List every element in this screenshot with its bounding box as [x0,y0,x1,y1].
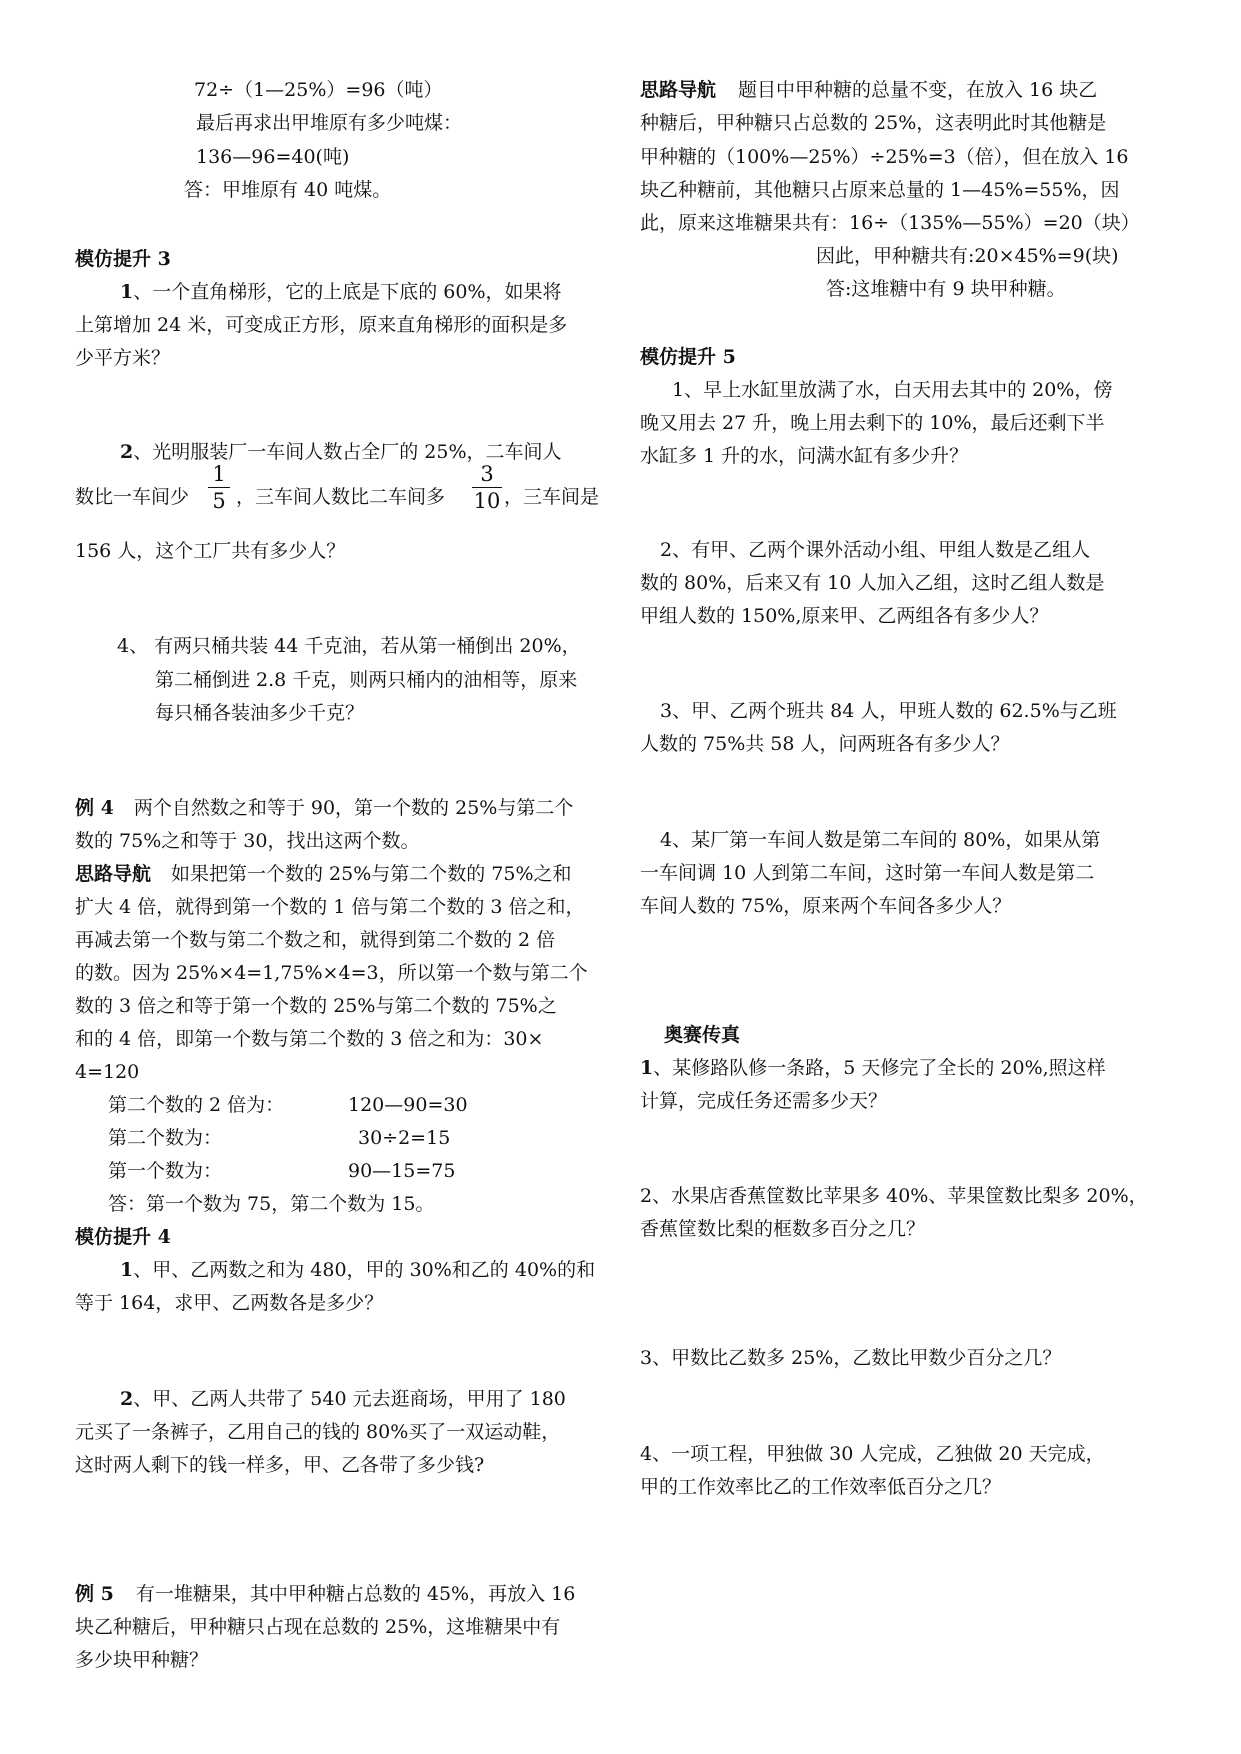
fraction-denominator: 10 [473,489,501,513]
fraction-numerator: 1 [212,462,226,486]
guide-4-line-6: 和的 4 倍，即第一个数与第二个数的 3 倍之和为：30× [75,1028,544,1050]
olympiad-4-line-2: 甲的工作效率比乙的工作效率低百分之几？ [640,1476,1002,1498]
example-5-label: 例 5 [75,1583,114,1605]
olympiad-1-line-2: 计算，完成任务还需多少天？ [640,1090,888,1112]
example-4-line-2: 数的 75%之和等于 30，找出这两个数。 [75,830,420,852]
olympiad-1-line-1: 1、某修路队修一条路，5 天修完了全长的 20%,照这样 [640,1057,1106,1079]
guide-5-line-3: 甲种糖的（100%—25%）÷25%=3（倍），但在放入 16 [640,146,1129,168]
problem-3-1-line-1: 1、一个直角梯形，它的上底是下底的 60%，如果将 [120,281,562,303]
problem-5-4-line-3: 车间人数的 75%，原来两个车间各多少人？ [640,895,1012,917]
section-heading-olympiad: 奥赛传真 [664,1024,741,1046]
section-heading-5: 模仿提升 5 [640,346,736,368]
guide-5-line-1: 思路导航 题目中甲种糖的总量不变，在放入 16 块乙 [640,79,1098,101]
olympiad-2-line-2: 香蕉筐数比梨的框数多百分之几？ [640,1218,926,1240]
problem-5-2-line-2: 数的 80%，后来又有 10 人加入乙组，这时乙组人数是 [640,572,1105,594]
olympiad-2-line-1: 2、水果店香蕉筐数比苹果多 40%、苹果筐数比梨多 20%， [640,1185,1148,1207]
step-3-value: 90—15=75 [348,1160,456,1182]
problem-5-2-line-1: 2、有甲、乙两个课外活动小组、甲组人数是乙组人 [660,539,1091,561]
example-4-line-1: 例 4 两个自然数之和等于 90，第一个数的 25%与第二个 [75,797,574,819]
fraction-bar [472,487,502,488]
step-1-label: 第二个数的 2 倍为： [108,1094,285,1116]
step-1-value: 120—90=30 [348,1094,468,1116]
example-5-line-2: 块乙种糖后，甲种糖只占现在总数的 25%，这堆糖果中有 [75,1616,561,1638]
problem-3-2-line-2b: ，三车间人数比二车间多 [236,486,446,508]
problem-4-1-line-2: 等于 164，求甲、乙两数各是多少？ [75,1292,384,1314]
step-2-value: 30÷2=15 [358,1127,451,1149]
guide-5-answer: 答:这堆糖中有 9 块甲种糖。 [826,278,1066,300]
problem-5-4-line-2: 一车间调 10 人到第二车间，这时第一车间人数是第二 [640,862,1095,884]
guide-4-label: 思路导航 [75,863,152,885]
fraction-three-tenths [472,462,502,513]
problem-3-2-line-2a: 数比一车间少 [75,486,190,508]
calc-line-3: 136—96=40(吨) [196,146,350,168]
guide-5-line-6: 因此，甲种糖共有:20×45%=9(块) [816,245,1119,267]
fraction-denominator: 5 [212,489,226,513]
problem-5-3-line-1: 3、甲、乙两个班共 84 人，甲班人数的 62.5%与乙班 [660,700,1117,722]
guide-5-line-2: 种糖后，甲种糖只占总数的 25%，这表明此时其他糖是 [640,112,1107,134]
step-3-label: 第一个数为： [108,1160,223,1182]
problem-3-4-line-3: 每只桶各装油多少千克？ [155,702,365,724]
example-5-line-3: 多少块甲种糖？ [75,1649,209,1671]
guide-5-line-4: 块乙种糖前，其他糖只占原来总量的 1—45%=55%，因 [640,179,1120,201]
problem-5-4-line-1: 4、某厂第一车间人数是第二车间的 80%，如果从第 [660,829,1101,851]
problem-4-2-line-1: 2、甲、乙两人共带了 540 元去逛商场，甲用了 180 [120,1388,566,1410]
problem-4-1-line-1: 1、甲、乙两数之和为 480，甲的 30%和乙的 40%的和 [120,1259,596,1281]
problem-3-4-line-2: 第二桶倒进 2.8 千克，则两只桶内的油相等，原来 [155,669,578,691]
calc-line-1: 72÷（1—25%）=96（吨） [194,79,443,101]
guide-5-line-5: 此，原来这堆糖果共有：16÷（135%—55%）=20（块） [640,212,1140,234]
example-5-line-1: 例 5 有一堆糖果，其中甲种糖占总数的 45%，再放入 16 [75,1583,576,1605]
step-2-label: 第二个数为： [108,1127,223,1149]
answer-line: 答：甲堆原有 40 吨煤。 [184,179,392,201]
problem-5-1-line-3: 水缸多 1 升的水，问满水缸有多少升？ [640,445,969,467]
problem-5-2-line-3: 甲组人数的 150%,原来甲、乙两组各有多少人？ [640,605,1049,627]
problem-3-1-line-2: 上第增加 24 米，可变成正方形，原来直角梯形的面积是多 [75,314,568,336]
problem-4-2-line-3: 这时两人剩下的钱一样多，甲、乙各带了多少钱? [75,1454,485,1476]
guide-4-line-3: 再减去第一个数与第二个数之和，就得到第二个数的 2 倍 [75,929,556,951]
problem-3-1-line-3: 少平方米？ [75,347,171,369]
problem-3-2-line-2c: ，三车间是 [504,486,600,508]
problem-5-1-line-2: 晚又用去 27 升，晚上用去剩下的 10%，最后还剩下半 [640,412,1105,434]
fraction-bar [208,487,230,488]
fraction-one-fifth [208,462,230,513]
calc-line-2: 最后再求出甲堆原有多少吨煤： [196,112,463,134]
section-heading-4: 模仿提升 4 [75,1226,171,1248]
answer-4: 答：第一个数为 75，第二个数为 15。 [108,1193,435,1215]
fraction-numerator: 3 [480,462,494,486]
problem-5-3-line-2: 人数的 75%共 58 人，问两班各有多少人？ [640,733,1010,755]
guide-4-line-1: 思路导航 如果把第一个数的 25%与第二个数的 75%之和 [75,863,572,885]
problem-4-2-line-2: 元买了一条裤子，乙用自己的钱的 80%买了一双运动鞋， [75,1421,561,1443]
guide-4-line-2: 扩大 4 倍，就得到第一个数的 1 倍与第二个数的 3 倍之和， [75,896,585,918]
example-4-label: 例 4 [75,797,114,819]
problem-5-1-line-1: 1、早上水缸里放满了水，白天用去其中的 20%，傍 [672,379,1113,401]
problem-3-2-line-1: 2、光明服装厂一车间人数占全厂的 25%，二车间人 [120,441,562,463]
section-heading-3: 模仿提升 3 [75,248,171,270]
olympiad-4-line-1: 4、一项工程，甲独做 30 人完成，乙独做 20 天完成， [640,1443,1105,1465]
guide-5-label: 思路导航 [640,79,717,101]
olympiad-3: 3、甲数比乙数多 25%，乙数比甲数少百分之几？ [640,1347,1062,1369]
guide-4-line-4: 的数。因为 25%×4=1,75%×4=3，所以第一个数与第二个 [75,962,588,984]
problem-3-4-line-1: 4、 有两只桶共装 44 千克油，若从第一桶倒出 20%， [117,635,581,657]
guide-4-line-5: 数的 3 倍之和等于第一个数的 25%与第二个数的 75%之 [75,995,557,1017]
guide-4-line-7: 4=120 [75,1061,140,1083]
problem-3-2-line-3: 156 人，这个工厂共有多少人？ [75,540,346,562]
